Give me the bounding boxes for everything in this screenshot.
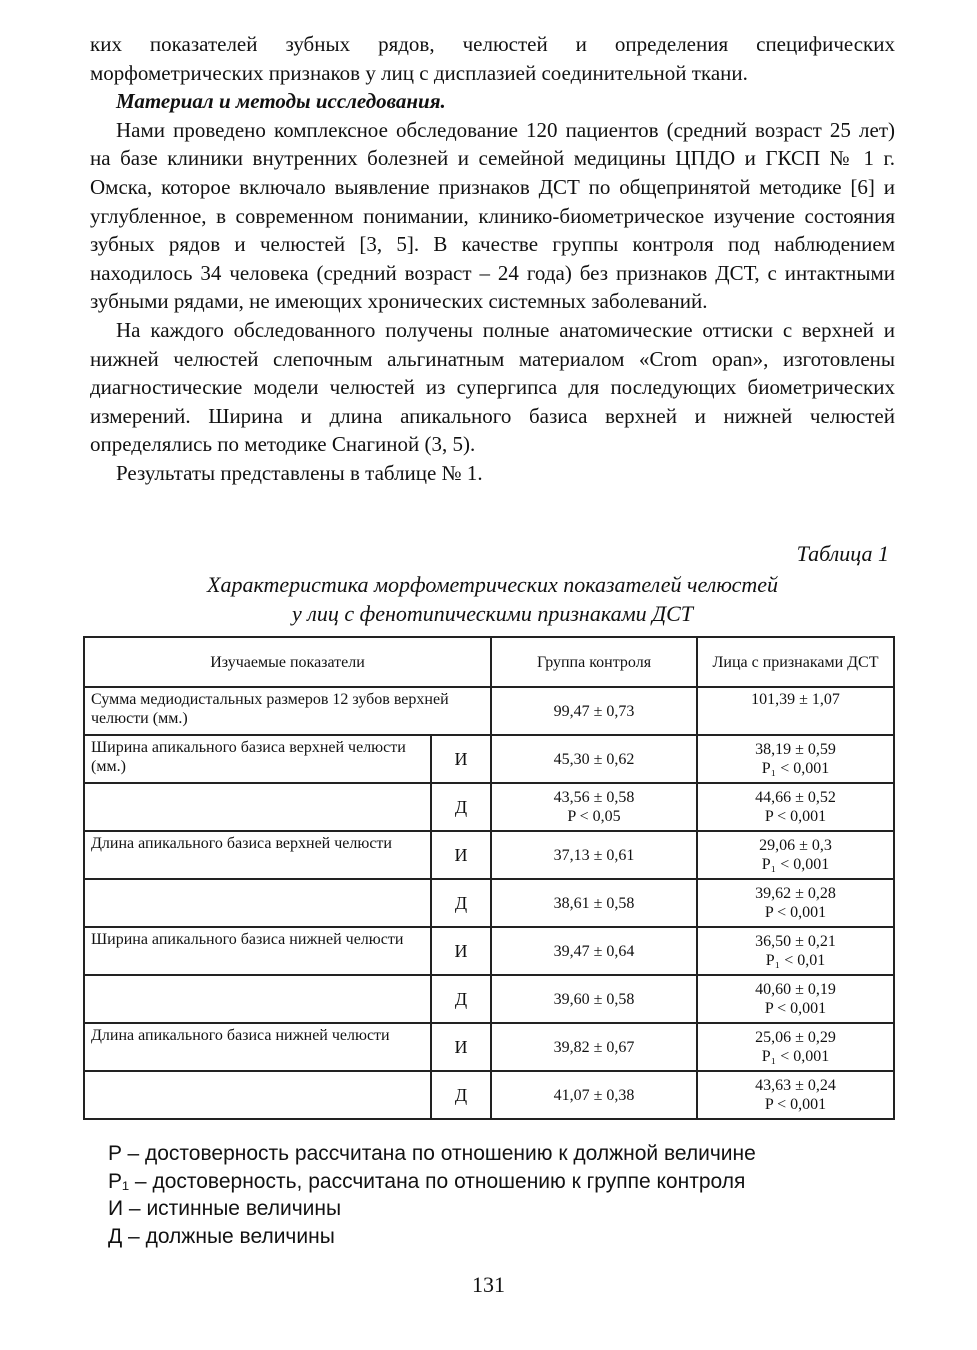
cell-control-value: 38,61 ± 0,58	[553, 894, 635, 912]
table-row-sum	[84, 687, 894, 735]
cell-parameter	[84, 975, 431, 1023]
cell-control-p: P < 0,05	[567, 808, 621, 825]
cell-control	[491, 831, 697, 879]
paragraph-3: На каждого обследованного получены полные анатомические оттиски с верхней и нижней челюстей слепочным альгинатным материалом «Crom opan», изготовлены диагностические модели челюстей из супергипса для последующих биометрических измерений. Ширина и длина апикального базиса верхней и нижней челюстей определялись по методике Снагиной (3, 5).	[90, 317, 895, 457]
cell-parameter: Ширина апикального базиса верхней челюсти (мм.)	[84, 735, 431, 783]
cell-dst-p: P₁ < 0,001	[761, 1048, 830, 1065]
cell-control-value: 43,56 ± 0,58	[553, 789, 635, 806]
header-dst: Лица с признаками ДСТ	[697, 637, 894, 687]
cell-control-value: 39,60 ± 0,58	[553, 990, 635, 1008]
cell-control-value: 41,07 ± 0,38	[553, 1086, 635, 1104]
cell-control	[491, 879, 697, 927]
table-row	[84, 735, 894, 783]
cell-dst	[697, 831, 894, 879]
cell-parameter	[84, 879, 431, 927]
section-heading: Материал и методы исследования.	[116, 89, 446, 114]
table-header-row	[84, 637, 894, 687]
cell-dst: 101,39 ± 1,07	[697, 687, 894, 735]
cell-dst	[697, 975, 894, 1023]
cell-dst-value: 38,19 ± 0,59	[755, 741, 836, 758]
cell-mark: Д	[431, 975, 491, 1023]
cell-dst	[697, 735, 894, 783]
cell-mark: И	[431, 1023, 491, 1071]
cell-control	[491, 783, 697, 831]
cell-dst-p: P < 0,001	[764, 808, 827, 825]
cell-control	[491, 735, 697, 783]
table-legend	[108, 1140, 756, 1250]
cell-dst-p: P₁ < 0,01	[765, 952, 826, 969]
table-row	[84, 831, 894, 879]
cell-dst	[697, 1071, 894, 1119]
table-row	[84, 879, 894, 927]
cell-mark: Д	[431, 879, 491, 927]
cell-dst-p: P₁ < 0,001	[761, 760, 830, 777]
paragraph-4: Результаты представлены в таблице № 1.	[116, 460, 483, 485]
cell-dst	[697, 1023, 894, 1071]
cell-control	[491, 1023, 697, 1071]
cell-dst-value: 29,06 ± 0,3	[759, 837, 832, 854]
cell-dst	[697, 879, 894, 927]
cell-parameter	[84, 783, 431, 831]
cell-dst	[697, 927, 894, 975]
body-text	[90, 30, 895, 488]
paragraph-1: ких показателей зубных рядов, челюстей и определения специфических морфометрических признаков у лиц с дисплазией соединительной ткани.	[90, 32, 895, 85]
cell-control	[491, 975, 697, 1023]
cell-parameter	[84, 1071, 431, 1119]
cell-dst-value: 44,66 ± 0,52	[755, 789, 836, 806]
cell-parameter: Длина апикального базиса нижней челюсти	[84, 1023, 431, 1071]
cell-mark: И	[431, 735, 491, 783]
cell-mark: И	[431, 927, 491, 975]
cell-dst-value: 43,63 ± 0,24	[755, 1077, 836, 1094]
cell-parameter: Длина апикального базиса верхней челюсти	[84, 831, 431, 879]
table-row	[84, 975, 894, 1023]
table-caption-line-2: у лиц с фенотипическими признаками ДСТ	[291, 601, 694, 626]
cell-control: 99,47 ± 0,73	[491, 687, 697, 735]
cell-dst	[697, 783, 894, 831]
cell-dst-value: 39,62 ± 0,28	[755, 885, 836, 902]
legend-item: P – достоверность рассчитана по отношению к должной величине	[108, 1142, 756, 1165]
cell-dst-value: 36,50 ± 0,21	[755, 933, 836, 950]
table-caption-line-1: Характеристика морфометрических показателей челюстей	[207, 572, 778, 597]
table-row	[84, 783, 894, 831]
cell-control	[491, 1071, 697, 1119]
legend-item: И – истинные величины	[108, 1197, 342, 1220]
table-label: Таблица 1	[796, 541, 889, 566]
table-row	[84, 1071, 894, 1119]
table-row	[84, 1023, 894, 1071]
morphometry-table	[83, 636, 895, 1120]
cell-mark: Д	[431, 1071, 491, 1119]
cell-dst-p: P < 0,001	[764, 1096, 827, 1113]
table-caption	[90, 570, 895, 628]
cell-dst-value: 25,06 ± 0,29	[755, 1029, 836, 1046]
legend-item: P₁ – достоверность, рассчитана по отношению к группе контроля	[108, 1169, 746, 1193]
page-number: 131	[472, 1272, 505, 1297]
cell-mark: Д	[431, 783, 491, 831]
paragraph-2: Нами проведено комплексное обследование 120 пациентов (средний возраст 25 лет) на базе клиники внутренних болезней и семейной медицины ЦПДО и ГКСП № 1 г. Омска, которое включало выявление признаков ДСТ по общепринятой методике [6] и углубленное, в современном понимании, клинико-биометрическое изучение состояния зубных рядов и челюстей [3, 5]. В качестве группы контроля под наблюдением находилось 34 человека (средний возраст – 24 года) без признаков ДСТ, с интактными зубными рядами, не имеющих хронических системных заболеваний.	[90, 117, 895, 314]
header-control: Группа контроля	[491, 637, 697, 687]
cell-parameter: Ширина апикального базиса нижней челюсти	[84, 927, 431, 975]
header-parameter: Изучаемые показатели	[84, 637, 491, 687]
legend-item: Д – должные величины	[108, 1224, 335, 1248]
cell-control-value: 39,47 ± 0,64	[553, 942, 635, 960]
cell-dst-p: P < 0,001	[764, 1000, 827, 1017]
cell-control	[491, 927, 697, 975]
cell-dst-p: P < 0,001	[764, 904, 827, 921]
cell-control-value: 39,82 ± 0,67	[553, 1038, 635, 1056]
cell-parameter: Сумма медиодистальных размеров 12 зубов верхней челюсти (мм.)	[84, 687, 491, 735]
cell-dst-value: 40,60 ± 0,19	[755, 981, 836, 998]
cell-control-value: 37,13 ± 0,61	[553, 846, 635, 864]
table-row	[84, 927, 894, 975]
cell-dst-p: P₁ < 0,001	[761, 856, 830, 873]
cell-control-value: 45,30 ± 0,62	[553, 750, 635, 768]
cell-mark: И	[431, 831, 491, 879]
